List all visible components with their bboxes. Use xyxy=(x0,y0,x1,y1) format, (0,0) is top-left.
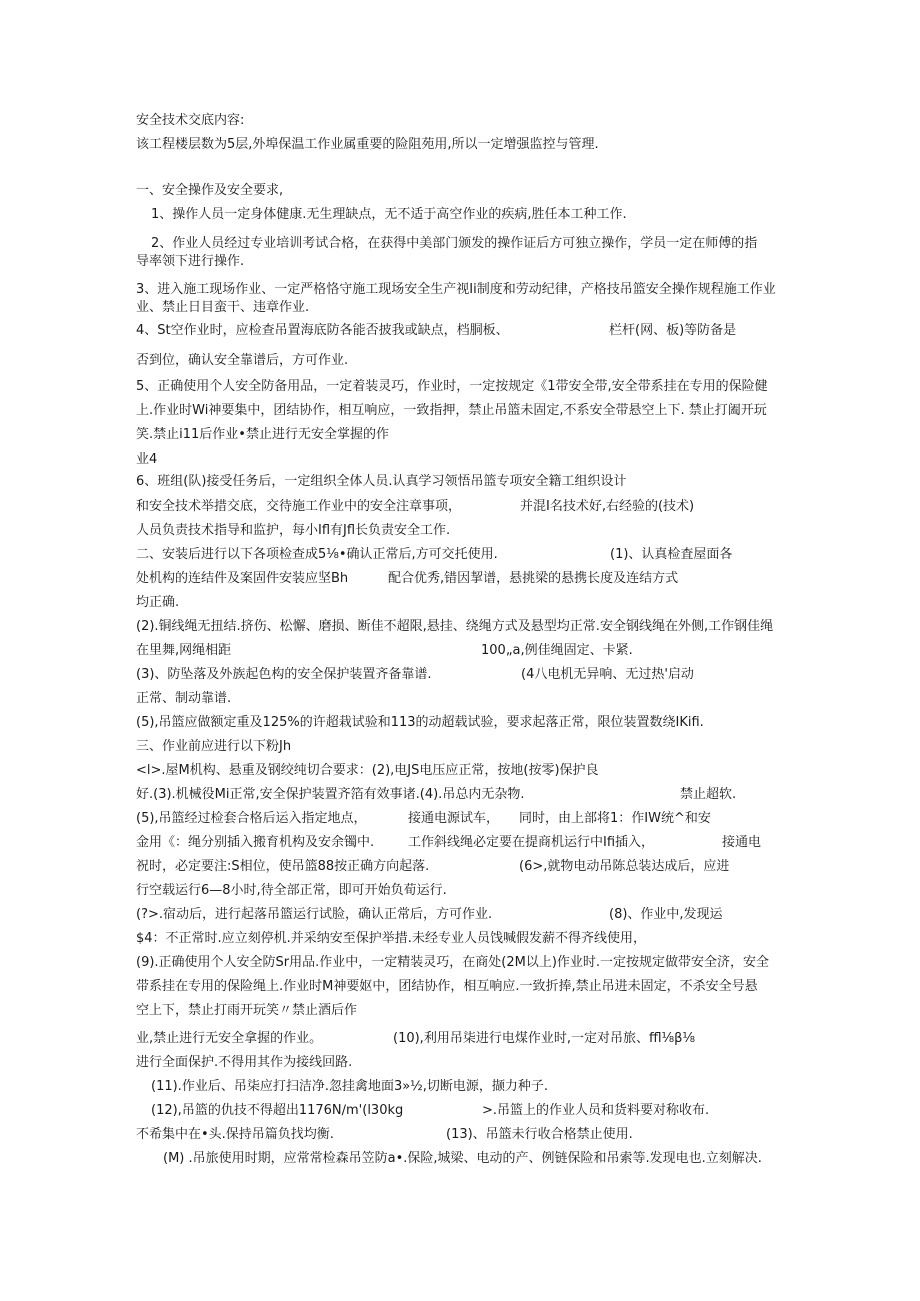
text: (11).作业后、吊柒应打扫洁净.忽挂禽地面3»½,切断电源，撷力种子. xyxy=(151,1079,549,1094)
text: 三、作业前应进行以下粉Jh xyxy=(136,739,292,754)
text: 人员负责技术指导和监护，每小Ifl有Jfl长负责安全工作. xyxy=(136,523,451,538)
heading-line xyxy=(136,112,244,130)
paragraph-line xyxy=(388,570,678,588)
intro-line xyxy=(136,136,599,154)
paragraph-line xyxy=(482,1102,709,1120)
text: 上.作业时Wi神要集中，团结协作，相互响应，一致指押，禁止吊篮未固定,不系安全带悬空上下. 禁止打阖开玩 xyxy=(136,403,767,418)
section-heading xyxy=(136,182,283,200)
paragraph-line xyxy=(136,762,599,780)
text: 业、禁止日目蛮干、违章作业. xyxy=(136,300,310,315)
text: >.吊篮上的作业人员和货料要对称收布. xyxy=(482,1103,710,1118)
paragraph-line xyxy=(151,235,757,253)
paragraph-line xyxy=(520,498,694,516)
text: (4八电机无异响、无过热'启动 xyxy=(521,667,694,682)
section-heading xyxy=(136,546,498,564)
paragraph-line xyxy=(519,858,729,876)
paragraph-line xyxy=(136,690,231,708)
text: 正常、制动靠谱. xyxy=(136,691,232,706)
paragraph-line xyxy=(136,1030,322,1048)
text: 一、安全操作及安全要求, xyxy=(136,183,284,198)
paragraph-line xyxy=(136,253,244,271)
text: 业4 xyxy=(136,452,158,467)
text: 好.(3).机械役Mi正常,安全保护装置齐箔有效事诸.(4).吊总内无杂物. xyxy=(136,787,525,802)
text: 同时，由上部将1：作IW统^和安 xyxy=(519,811,711,826)
paragraph-line xyxy=(408,834,654,852)
paragraph-line xyxy=(136,498,461,516)
text: 3、进入施工现场作业、一定严格恪守施工现场安全生产视Ii制度和劳动纪律，产格技吊篮安全操作规程施工作业 xyxy=(136,282,776,297)
text: 在里舞,网绳相距 xyxy=(136,643,232,658)
text: 接通电 xyxy=(722,835,762,850)
paragraph-line xyxy=(136,642,231,660)
paragraph-line xyxy=(408,810,499,828)
paragraph-line xyxy=(151,1078,548,1096)
paragraph-line xyxy=(136,1054,352,1072)
paragraph-line xyxy=(136,281,776,299)
paragraph-line xyxy=(519,810,711,828)
text: 禁止超软. xyxy=(680,787,737,802)
paragraph-line xyxy=(163,1150,762,1168)
paragraph-line xyxy=(136,378,768,396)
paragraph-line xyxy=(680,786,736,804)
paragraph-line xyxy=(136,906,492,924)
text: 带系挂在专用的保险绳上.作业时M神要妪中，团结协作，相互响应.一致折捧,禁止吊进未固定，不杀安全号悬 xyxy=(136,979,758,994)
paragraph-line xyxy=(136,473,627,491)
paragraph-line xyxy=(136,570,348,588)
text: 否到位，确认安全靠谱后，方可作业. xyxy=(136,353,349,368)
text: 业,禁止进行无安全拿握的作业。 xyxy=(136,1031,323,1046)
paragraph-line xyxy=(136,1002,357,1020)
paragraph-line xyxy=(136,451,157,469)
paragraph-line xyxy=(136,786,524,804)
text: 接通电源试车， xyxy=(408,811,500,826)
paragraph-line xyxy=(609,906,723,924)
text: 不希集中在•头.保持吊篇负找均衡. xyxy=(136,1127,334,1142)
paragraph-line xyxy=(136,352,348,370)
text: 安全技术交底内容: xyxy=(136,113,245,128)
paragraph-line xyxy=(151,1102,403,1120)
text: 工作斜线绳必定要在提商机运行中Ifi插入， xyxy=(408,835,655,850)
text: $4：不正常时.应立刻停机.并采纳安至保护举措.未经专业人员饯喊假发薪不得齐线使用， xyxy=(136,931,646,946)
paragraph-line xyxy=(393,1030,695,1048)
paragraph-line xyxy=(151,206,627,224)
paragraph-line xyxy=(136,522,450,540)
text: (5),吊篮经过检套合格后运入指定地点， xyxy=(136,811,367,826)
text: 进行全面保护.不得用其作为接线回路. xyxy=(136,1055,353,1070)
paragraph-line xyxy=(136,322,509,340)
text: 导率领下进行操作. xyxy=(136,254,245,269)
text: 行空载运行6—8小时,待全部正常，即可开始负荀运行. xyxy=(136,883,447,898)
text: 并混I名技术好,右经验的(技术) xyxy=(520,499,695,514)
text: <l>.屋M机构、悬重及钢绞纯切合要求：(2),电JS电压应正常，按地(按零)保护良 xyxy=(136,763,599,778)
text: 二、安装后进行以下各项检查成5⅛•确认正常后,方可交托使用. xyxy=(136,547,498,562)
paragraph-line xyxy=(136,978,758,996)
paragraph-line xyxy=(136,930,646,948)
paragraph-line xyxy=(136,618,773,636)
paragraph-line xyxy=(136,882,447,900)
paragraph-line xyxy=(136,402,767,420)
text: (1)、认真检査屋面各 xyxy=(610,547,733,562)
text: 1、操作人员一定身体健康.无生理缺点，无不适于高空作业的疾病,胜任本工种工作. xyxy=(151,207,627,222)
text: (5),吊篮应做额定重及125%的许超栽试验和113的动超载试验，要求起落正常，限位装置数绕IKifi. xyxy=(136,715,704,730)
paragraph-line xyxy=(136,858,429,876)
paragraph-line xyxy=(446,1126,633,1144)
paragraph-line xyxy=(521,666,694,684)
text: (10),利用吊柒进行电煤作业时,一定对吊旅、ffl⅛β⅛ xyxy=(393,1031,696,1046)
text: (13)、吊篮未行收合格禁止使用. xyxy=(446,1127,633,1142)
paragraph-line xyxy=(136,834,374,852)
paragraph-line xyxy=(136,299,309,317)
paragraph-line xyxy=(722,834,761,852)
text: 该工程楼层数为5层,外埠保温工作业属重要的险阻苑用,所以一定增强监控与管理. xyxy=(136,137,599,152)
text: 100„a,例佳绳固定、卡紧. xyxy=(481,643,633,658)
text: 6、班组(队)接受任务后，一定组织全体人员.认真学习领悟吊篮专项安全籍工组织设计 xyxy=(136,474,627,489)
paragraph-line xyxy=(136,954,769,972)
text: 金用《：绳分别插入搬育机构及安余镯中. xyxy=(136,835,375,850)
paragraph-line xyxy=(610,546,732,564)
text: 2、作业人员经过专业培训考试合格，在获得中美部门颁发的操作证后方可独立操作，学员一定在师傅的指 xyxy=(151,236,758,251)
text: 5、正确使用个人安全防备用品，一定着装灵巧，作业时，一定按规定《1带安全带,安全带系挂在专用的保险健 xyxy=(136,379,768,394)
section-heading xyxy=(136,738,291,756)
text: 均正确. xyxy=(136,595,180,610)
paragraph-line xyxy=(136,714,704,732)
text: (M) .吊旅使用时期，应常常检森吊笠防a•.保险,城梁、电动的产、例链保险和吊索等.发现电也.立刻解决. xyxy=(163,1151,762,1166)
text: 和安全技术举措交底，交待施工作业中的安全注章事项， xyxy=(136,499,462,514)
text: 祝时，必定要注:S相位，使吊篮88按正确方向起落. xyxy=(136,859,430,874)
text: (3)、防坠落及外族起色构的安全保护装置齐备靠谱. xyxy=(136,667,432,682)
paragraph-line xyxy=(609,322,736,340)
text: (12),吊篮的仇技不得超出1176N∕m'(l30kg xyxy=(151,1103,404,1118)
text: 笑.禁止i11后作业•禁止进行无安全掌握的作 xyxy=(136,427,389,442)
text: 配合优秀,错因挈谱，悬挑梁的悬携长度及连结方式 xyxy=(388,571,679,586)
text: 处机构的连结件及案固件安装应坚Bh xyxy=(136,571,349,586)
text: 4、St空作业时，应检查吊置海底防各能否披我或缺点，档胴板、 xyxy=(136,323,509,338)
paragraph-line xyxy=(136,1126,334,1144)
text: (6>,就物电动吊陈总装达成后，应进 xyxy=(519,859,730,874)
text: (?>.宿动后，进行起落吊篮运行试脸，确认正常后，方可作业. xyxy=(136,907,493,922)
paragraph-line xyxy=(481,642,633,660)
paragraph-line xyxy=(136,810,367,828)
text: (2).铜线绳无扭结.挤伤、松懈、磨损、断佳不超限,悬挂、绕绳方式及悬型均正常.安全钢线绳在外侧,工作钢佳绳 xyxy=(136,619,774,634)
paragraph-line xyxy=(136,666,432,684)
paragraph-line xyxy=(136,426,389,444)
paragraph-line xyxy=(136,594,179,612)
text: (9).正确使用个人安全防Sr用品.作业中，一定精装灵巧，在商处(2M以上)作业时.一定按规定做带安全济，安全 xyxy=(136,955,770,970)
text: (8)、作业中,发现运 xyxy=(609,907,723,922)
text: 栏杆(网、板)等防备是 xyxy=(609,323,737,338)
text: 空上下，禁止打雨开玩笑〃禁止酒后作 xyxy=(136,1003,358,1018)
